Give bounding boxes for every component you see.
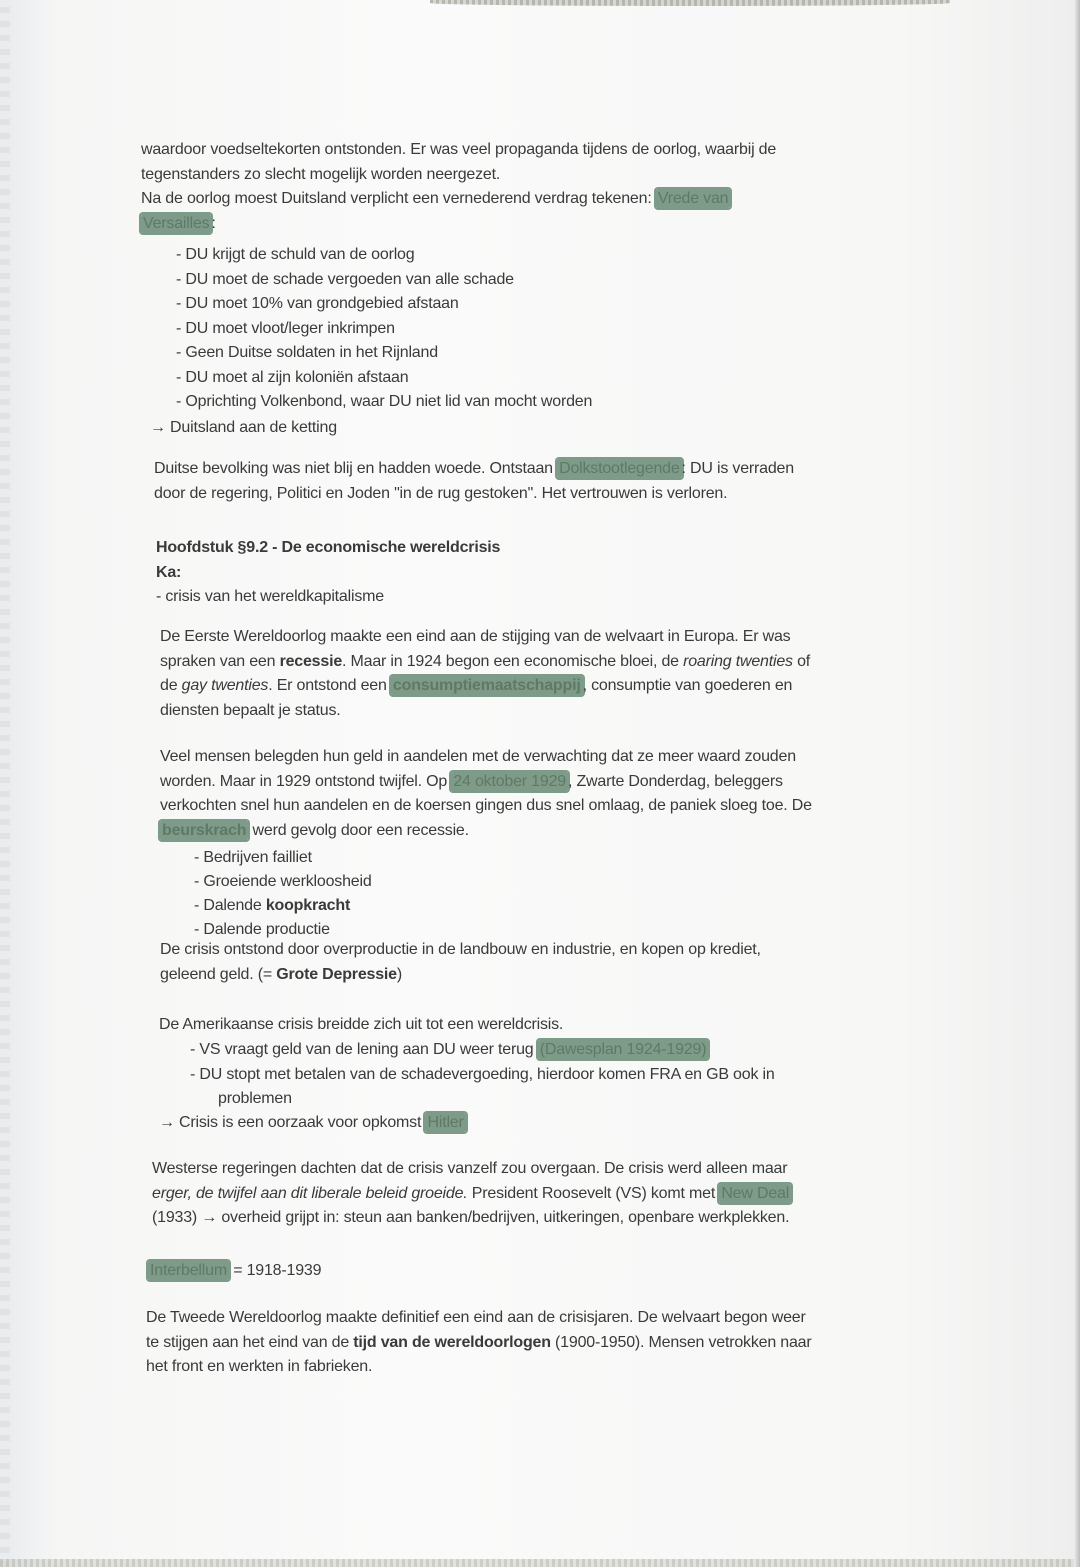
text-line: door de regering, Politici en Joden "in de rug gestoken". Het vertrouwen is verloren. [154,484,728,502]
paragraph-grote-depressie [160,938,761,987]
text-line [152,1182,791,1207]
list-item [190,1062,775,1087]
text-span: → Crisis is een oorzaak voor opkomst [159,1114,426,1131]
paragraph-dolkstoot [154,457,794,506]
list-item [194,870,372,894]
ka-label: Ka: [156,563,182,581]
list-item [194,846,372,870]
text-line: het front en werkten in fabrieken. [146,1358,373,1375]
text-line: waardoor voedseltekorten ontstonden. Er was veel propaganda tijdens de oorlog, waarbij de [141,141,777,158]
highlight-interbellum: Interbellum [150,1262,227,1279]
text-span: Duitse bevolking was niet blij en hadden woede. Ontstaan [154,460,558,477]
text-span: DU stopt met betalen van de schadevergoeding, hierdoor komen FRA en GB ook in [199,1066,775,1083]
text-span: : DU is verraden [681,460,794,477]
list-item: - Geen Duitse soldaten in het Rijnland [176,341,592,366]
text-span: spraken van een [160,652,280,670]
interbellum-definition [148,1259,321,1284]
versailles-terms-list [176,243,592,415]
text-line [160,674,810,699]
text-span: werd gevolg door een recessie. [248,821,469,839]
term-gay-twenties: gay twenties [181,677,269,694]
text-line: De Tweede Wereldoorlog maakte definitief een eind aan de crisisjaren. De welvaart begon weer [146,1309,806,1326]
text-span: of [792,652,811,670]
wereldcrisis-list [190,1037,775,1087]
term-tijd-wereldoorlogen: tijd van de wereldoorlogen [353,1333,551,1351]
term-koopkracht: koopkracht [265,897,351,914]
highlight-vrede-van: Vrede van [657,190,729,207]
text-span: . Maar in 1924 begon een economische bloei, de [342,652,684,670]
ka-item: - crisis van het wereldkapitalisme [156,588,384,605]
text-span: Dalende productie [203,921,330,938]
list-item: - DU moet vloot/leger inkrimpen [176,317,592,342]
term-grote-depressie: Grote Depressie [276,965,397,983]
arrow-conclusion-hitler [159,1111,466,1136]
text-line [160,963,761,988]
list-item: - DU moet al zijn koloniën afstaan [176,366,592,391]
list-item: - DU moet 10% van grondgebied afstaan [176,292,592,317]
highlight-consumptiemaatschappij: consumptiemaatschappij [392,677,581,694]
text-span: erger, de twijfel aan dit liberale beleid groeide. [152,1184,468,1202]
term-roaring-twenties: roaring twenties [683,652,793,670]
arrow-conclusion-ketting: → Duitsland aan de ketting [150,419,337,436]
chapter-section [156,536,500,610]
paragraph-beurskrach [160,745,812,843]
text-line: De crisis ontstond door overproductie in de landbouw en industrie, en kopen op krediet, [160,941,761,958]
text-span: Dalende [203,897,266,914]
paragraph-roaring-twenties [160,625,810,723]
page-top-edge [430,0,950,6]
highlight-24-oktober-1929: 24 oktober 1929 [453,772,566,790]
text-span: : [211,214,216,232]
text-span: worden. Maar in 1929 ontstond twijfel. Op [160,772,452,790]
text-span: de [160,677,182,694]
text-span: ) [396,965,403,983]
text-line: Veel mensen belegden hun geld in aandelen met de verwachting dat ze meer waard zouden [160,748,796,765]
chapter-title: Hoofdstuk §9.2 - De economische wereldcrisis [156,539,501,556]
text-line [146,1331,812,1356]
highlight-dolkstootlegende: Dolkstootlegende [559,460,680,477]
highlight-dawesplan: (Dawesplan 1924-1929) [539,1041,707,1058]
text-span: Na de oorlog moest Duitsland verplicht een vernederend verdrag tekenen: [141,190,656,207]
text-line [154,457,794,482]
paragraph-wereldcrisis [159,1013,563,1038]
text-span: , consumptie van goederen en [582,677,793,694]
text-span: . Er ontstond een [268,677,391,694]
term-recessie: recessie [279,652,343,670]
list-item-continuation: problemen [218,1090,292,1107]
list-item [194,894,372,918]
text-line: verkochten snel hun aandelen en de koersen gingen dus snel omlaag, de paniek sloeg toe. De [160,797,812,814]
text-line [160,650,810,675]
text-span: Bedrijven failliet [203,849,312,866]
text-line: De Eerste Wereldoorlog maakte een eind aan de stijging van de welvaart in Europa. Er was [160,628,791,645]
text-span: te stijgen aan het eind van de [146,1333,354,1351]
text-line [160,819,812,844]
highlight-versailles: Versailles [143,214,210,232]
text-line: tegenstanders zo slecht mogelijk worden neergezet. [141,165,501,183]
text-span: President Roosevelt (VS) komt met [467,1184,720,1202]
text-span: Groeiende werkloosheid [203,873,372,890]
text-line [160,770,812,795]
list-item [190,1037,775,1062]
paragraph-famine-propaganda [141,138,776,236]
paragraph-new-deal [152,1157,791,1231]
highlight-beurskrach: beurskrach [162,821,247,839]
highlight-hitler: Hitler [427,1114,464,1131]
text-span: = 1918-1939 [228,1262,322,1279]
page-bottom-edge [0,1559,1080,1567]
text-line: diensten bepaalt je status. [160,701,341,719]
text-line: Westerse regeringen dachten dat de crisis vanzelf zou overgaan. De crisis werd alleen maar [152,1160,788,1177]
text-span: VS vraagt geld van de lening aan DU weer terug [199,1041,538,1058]
list-item: - Oprichting Volkenbond, waar DU niet lid van mocht worden [176,390,592,415]
list-item: - DU moet de schade vergoeden van alle schade [176,268,592,293]
text-line [141,212,776,237]
text-line: De Amerikaanse crisis breidde zich uit tot een wereldcrisis. [159,1016,564,1033]
highlight-new-deal: New Deal [721,1184,790,1202]
list-item: - DU krijgt de schuld van de oorlog [176,243,592,268]
text-span: geleend geld. (= [160,965,277,983]
text-span: (1900-1950). Mensen vetrokken naar [550,1333,812,1351]
text-line: (1933) → overheid grijpt in: steun aan banken/bedrijven, uitkeringen, openbare werkplekken. [152,1209,790,1226]
text-span: , Zwarte Donderdag, beleggers [567,772,783,790]
paragraph-tweede-wereldoorlog [146,1306,812,1380]
text-line [141,187,776,212]
crisis-consequences-list [194,846,372,942]
